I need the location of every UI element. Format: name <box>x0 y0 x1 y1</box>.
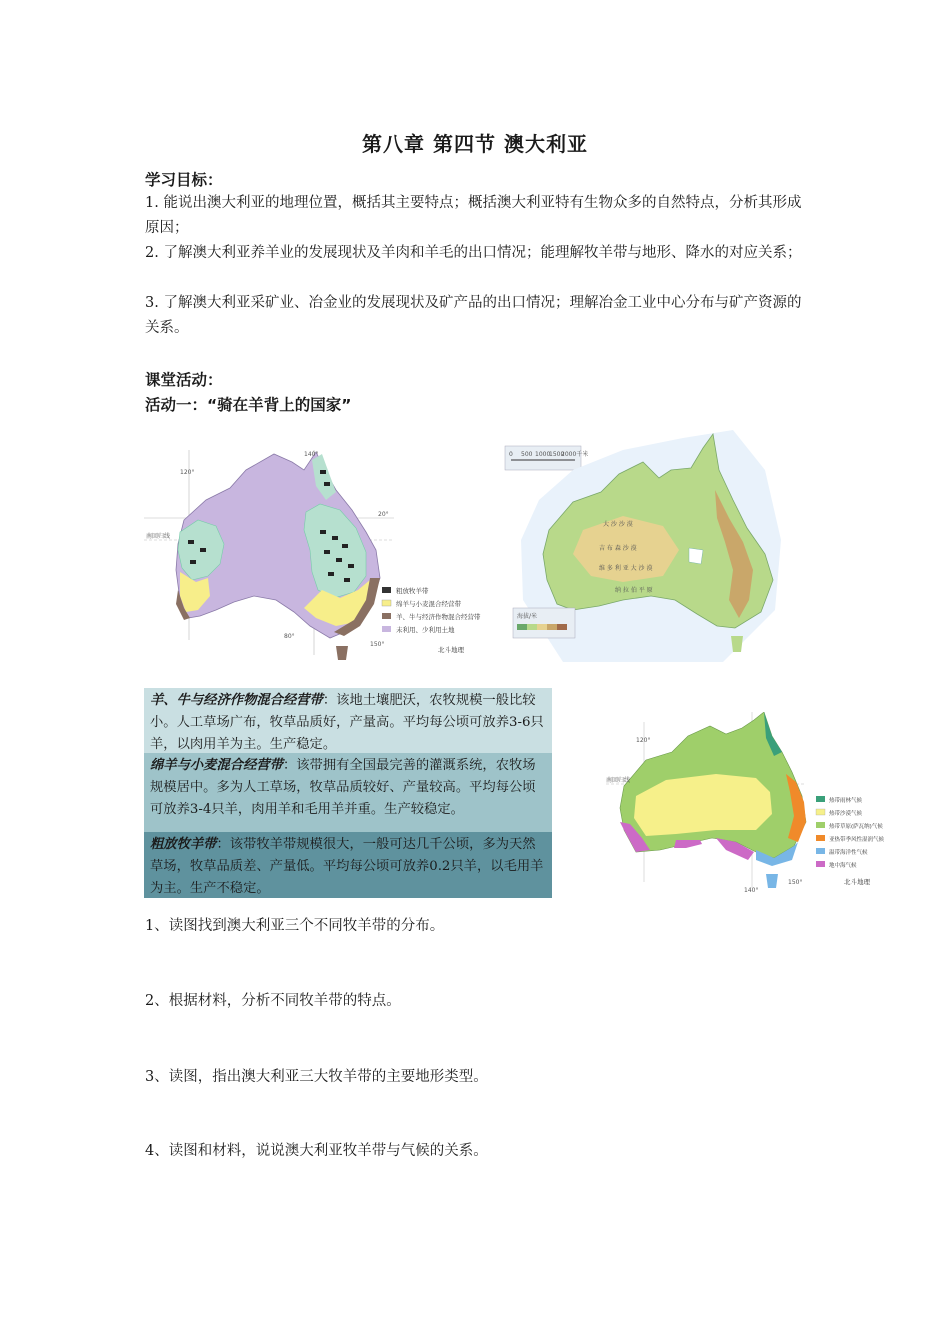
legend-label: 未利用、少利用土地 <box>396 626 455 634</box>
watermark: 北斗地理 <box>438 646 464 654</box>
watermark: 北斗地理 <box>844 878 870 886</box>
band-title: 羊、牛与经济作物混合经营带 <box>150 693 323 708</box>
scale-label: 500 <box>521 451 533 458</box>
band-title: 粗放牧羊带 <box>150 837 217 852</box>
climate-map <box>606 712 896 894</box>
legend-label: 热带草原(萨瓦纳)气候 <box>829 824 883 830</box>
sheep-belt-text-panel <box>144 688 552 898</box>
band-text: ：该带拥有全国最完善的灌溉系统，农牧场规模居中。多为人工草场，牧草品质较好、产量较高。平均每公顷可放养3-4只羊，肉用羊和毛用羊并重。生产较稳定。 <box>150 758 536 817</box>
lake-eyre <box>689 548 703 564</box>
tasmania-climate <box>766 874 778 888</box>
band-text: ：该带牧羊带规模很大，一般可达几千公顷，多为天然草场，牧草品质差、产量低。平均每公顷可放养0.2只羊，以毛用羊为主。生产不稳定。 <box>150 837 544 896</box>
band-mixed <box>144 688 552 753</box>
objective-item-1: 1. 能说出澳大利亚的地理位置，概括其主要特点；概括澳大利亚特有生物众多的自然特点，分析其形成原因； <box>145 195 802 236</box>
legend-label: 绵羊与小麦混合经营带 <box>396 600 461 608</box>
terrain-label: 维 多 利 亚 大 沙 漠 <box>599 565 653 572</box>
question-4: 4、读图和材料，说说澳大利亚牧羊带与气候的关系。 <box>145 1143 488 1159</box>
tick-label: 20° <box>378 511 389 518</box>
tick-label: 150° <box>370 641 385 648</box>
terrain-label: 吉 布 森 沙 漠 <box>599 545 637 552</box>
question-1: 1、读图找到澳大利亚三个不同牧羊带的分布。 <box>145 918 445 934</box>
band-title: 绵羊与小麦混合经营带 <box>150 758 283 773</box>
legend-label: 地中海气候 <box>829 863 857 869</box>
activity-subheading: 活动一：“骑在羊背上的国家” <box>145 396 352 414</box>
tick-label: 120° <box>636 737 651 744</box>
band-text: ：该地土壤肥沃，农牧规模一般比较小。人工草场广布，牧草品质好，产量高。平均每公顷可放养3-6只羊，以肉用羊为主。生产稳定。 <box>150 693 544 752</box>
scale-box <box>505 446 581 470</box>
legend-label: 亚热带季风性湿润气候 <box>829 837 885 843</box>
scale-label: 2000千米 <box>561 451 589 458</box>
tick-label: 80° <box>284 633 295 640</box>
legend-label: 热带雨林气候 <box>829 798 863 804</box>
objectives-heading: 学习目标： <box>145 171 223 189</box>
legend-label: 羊、牛与经济作物混合经营带 <box>396 613 481 621</box>
tasmania-terrain <box>731 636 743 652</box>
tick-label: 南回归线 <box>606 777 631 784</box>
sheep-belt-map <box>144 440 502 668</box>
tasmania <box>336 646 348 660</box>
terrain-label: 纳 拉 伯 平 原 <box>615 587 653 594</box>
band-wheat <box>144 753 552 832</box>
activity-heading: 课堂活动： <box>145 371 223 389</box>
legend-label: 热带沙漠气候 <box>829 811 863 817</box>
page-title: 第八章 第四节 澳大利亚 <box>362 132 588 156</box>
tick-label: 120° <box>180 469 195 476</box>
tick-label: 140° <box>744 887 759 894</box>
legend-title: 海拔/米 <box>517 613 538 620</box>
terrain-map <box>503 430 789 662</box>
legend-label: 温带海洋性气候 <box>829 850 868 856</box>
objective-item-2: 2. 了解澳大利亚养羊业的发展现状及羊肉和羊毛的出口情况；能理解牧羊带与地形、降水的对应关系； <box>145 245 802 261</box>
band-extensive <box>144 832 552 898</box>
tick-label: 150° <box>788 879 803 886</box>
scale-label: 0 <box>509 451 513 458</box>
question-3: 3、读图，指出澳大利亚三大牧羊带的主要地形类型。 <box>145 1069 488 1085</box>
tick-label: 140° <box>304 451 319 458</box>
legend-label: 粗放牧羊带 <box>396 587 429 595</box>
terrain-label: 大 沙 沙 漠 <box>603 521 633 528</box>
objective-item-3: 3. 了解澳大利亚采矿业、冶金业的发展现状及矿产品的出口情况；理解冶金工业中心分布与矿产资源的关系。 <box>145 295 802 336</box>
scale-label: 1000 <box>535 451 551 458</box>
question-2: 2、根据材料，分析不同牧羊带的特点。 <box>145 993 401 1009</box>
scale-label: 1500 <box>549 451 565 458</box>
tick-label: 南回归线 <box>146 533 171 540</box>
